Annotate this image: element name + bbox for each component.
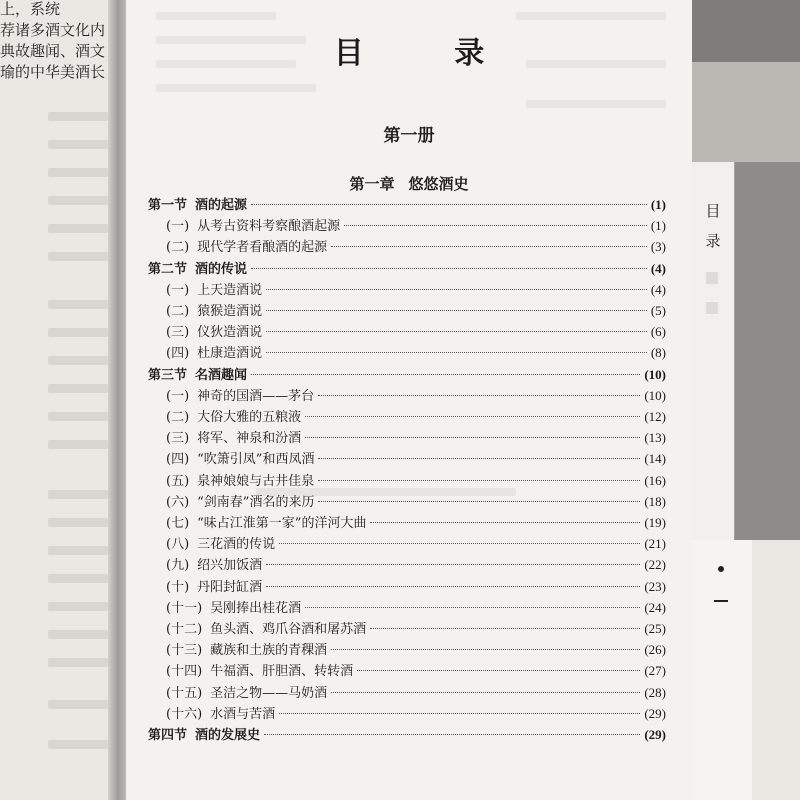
dot-leader <box>370 522 640 523</box>
bleed-through-text <box>706 302 718 314</box>
toc-number: (十五) <box>166 686 203 701</box>
dot-leader <box>266 586 640 587</box>
chapter-number: 第一章 <box>349 175 395 193</box>
toc-entry-row <box>166 323 666 341</box>
bleed-through-text <box>48 412 108 421</box>
toc-number: 第一节 <box>148 198 188 213</box>
toc-number: (三) <box>166 431 190 446</box>
toc-number: (十四) <box>166 664 203 679</box>
dot-leader <box>266 289 647 290</box>
toc-title: “味占江淮第一家”的洋河大曲 <box>197 516 367 531</box>
toc-number: (一) <box>166 283 190 298</box>
bleed-through-text <box>156 84 316 92</box>
dot-leader <box>370 628 640 629</box>
next-page-edge <box>692 540 800 800</box>
toc-title: 从考古资料考察酿酒起源 <box>197 219 341 234</box>
toc-page-number: (4) <box>650 261 666 276</box>
toc-title: 上天造酒说 <box>197 283 263 298</box>
toc-entry-row <box>166 238 666 256</box>
toc-section-row <box>148 260 666 278</box>
toc-page-number: (23) <box>644 579 666 594</box>
toc-number: 第三节 <box>148 368 188 383</box>
toc-entry-row <box>166 578 666 596</box>
bleed-through-text <box>48 440 108 449</box>
toc-title: 丹阳封缸酒 <box>197 580 263 595</box>
toc-title: 吴刚捧出桂花酒 <box>210 601 302 616</box>
toc-entry-row <box>166 514 666 532</box>
bleed-through-text <box>48 300 108 309</box>
bleed-through-text <box>526 100 666 108</box>
left-facing-page <box>0 0 112 800</box>
toc-entry-row <box>166 535 666 553</box>
toc-entry-row <box>166 217 666 235</box>
toc-number: (二) <box>166 410 190 425</box>
bleed-through-text <box>48 658 108 667</box>
toc-entry-row <box>166 599 666 617</box>
bleed-through-text <box>48 224 108 233</box>
left-page-line: 上，系统 <box>0 0 61 18</box>
chapter-heading <box>126 173 692 194</box>
dot-leader <box>251 374 640 375</box>
toc-page-number: (14) <box>644 451 666 466</box>
dot-leader <box>251 204 647 205</box>
toc-page-number: (10) <box>644 367 666 382</box>
toc-page-number: (10) <box>644 388 666 403</box>
toc-page-number: (21) <box>644 536 666 551</box>
toc-number: (十六) <box>166 707 203 722</box>
bleed-through-text <box>48 574 108 583</box>
toc-number: (十一) <box>166 601 203 616</box>
toc-page-number: (1) <box>650 197 666 212</box>
bleed-through-text <box>48 490 108 499</box>
toc-entry-row <box>166 684 666 702</box>
toc-title: “剑南春”酒名的来历 <box>197 495 315 510</box>
toc-number: (四) <box>166 346 190 361</box>
bleed-through-text <box>48 384 108 393</box>
toc-page-number: (29) <box>644 727 666 742</box>
toc-page-number: (26) <box>644 642 666 657</box>
dot-leader <box>331 246 647 247</box>
bleed-through-text <box>48 328 108 337</box>
toc-title: 杜康造酒说 <box>197 346 263 361</box>
bleed-through-text <box>706 272 718 284</box>
bleed-through-text <box>156 12 276 20</box>
dot-leader <box>251 268 647 269</box>
dot-leader <box>318 480 640 481</box>
left-page-line: 瑜的中华美酒长 <box>0 63 106 81</box>
toc-section-row <box>148 366 666 384</box>
thumb-tab-char: 目 <box>705 202 721 220</box>
bleed-through-text <box>48 196 108 205</box>
dot-leader <box>279 543 640 544</box>
toc-page-number: (8) <box>650 345 666 360</box>
dot-leader <box>331 692 640 693</box>
bleed-through-text <box>48 630 108 639</box>
toc-page-number: (19) <box>644 515 666 530</box>
toc-entry-row <box>166 408 666 426</box>
bleed-through-text <box>48 168 108 177</box>
toc-title: 神奇的国酒——茅台 <box>197 389 315 404</box>
dot-leader <box>279 713 640 714</box>
page-edge-grey <box>692 62 800 162</box>
toc-number: (一) <box>166 389 190 404</box>
dot-leader <box>357 670 640 671</box>
toc-entry-row <box>166 641 666 659</box>
toc-section-row <box>148 196 666 214</box>
toc-title: 绍兴加饭酒 <box>197 558 263 573</box>
toc-number: (八) <box>166 537 190 552</box>
toc-title: 牛福酒、肝胆酒、转转酒 <box>210 664 354 679</box>
toc-entry-row <box>166 344 666 362</box>
toc-entry-row <box>166 281 666 299</box>
toc-page-number: (1) <box>650 218 666 233</box>
toc-page-number: (4) <box>650 282 666 297</box>
toc-title: 三花酒的传说 <box>197 537 276 552</box>
bleed-through-text <box>516 12 666 20</box>
toc-title: 圣洁之物——马奶酒 <box>210 686 328 701</box>
toc-title: 水酒与苦酒 <box>210 707 276 722</box>
toc-entry-row <box>166 429 666 447</box>
bleed-through-text <box>48 602 108 611</box>
toc-title: 名酒趣闻 <box>195 368 248 383</box>
toc-page-number: (24) <box>644 600 666 615</box>
toc-number: (四) <box>166 452 190 467</box>
toc-page-number: (13) <box>644 430 666 445</box>
toc-entry-row <box>166 556 666 574</box>
toc-entry-row <box>166 705 666 723</box>
toc-page-number: (16) <box>644 473 666 488</box>
toc-entry-row <box>166 662 666 680</box>
toc-title: 酒的起源 <box>195 198 248 213</box>
toc-page <box>126 0 692 800</box>
toc-number: (一) <box>166 219 190 234</box>
dot-leader <box>305 607 640 608</box>
toc-page-number: (6) <box>650 324 666 339</box>
volume-heading: 第一册 <box>383 126 435 146</box>
toc-entry-row <box>166 450 666 468</box>
toc-title: “吹箫引凤”和西凤酒 <box>197 452 315 467</box>
toc-page-number: (22) <box>644 557 666 572</box>
bleed-through-text <box>48 252 108 261</box>
toc-number: (十二) <box>166 622 203 637</box>
page-stack-edge <box>752 540 800 800</box>
chapter-name: 悠悠酒史 <box>408 175 469 193</box>
toc-page-number: (5) <box>650 303 666 318</box>
toc-number: (十) <box>166 580 190 595</box>
bullet-mark <box>718 566 724 572</box>
toc-title: 酒的发展史 <box>195 728 261 743</box>
toc-number: (五) <box>166 474 190 489</box>
bleed-through-text <box>48 546 108 555</box>
thumb-tab-label <box>702 196 724 256</box>
bleed-through-text <box>48 112 108 121</box>
toc-page-number: (3) <box>650 239 666 254</box>
toc-page-number: (29) <box>644 706 666 721</box>
toc-number: 第二节 <box>148 262 188 277</box>
dot-leader <box>266 352 647 353</box>
toc-number: (二) <box>166 304 190 319</box>
dash-mark <box>714 600 728 602</box>
toc-number: (六) <box>166 495 190 510</box>
toc-entry-row <box>166 387 666 405</box>
toc-number: (十三) <box>166 643 203 658</box>
dot-leader <box>305 437 640 438</box>
bleed-through-text <box>48 700 108 709</box>
toc-entry-row <box>166 493 666 511</box>
toc-page-number: (28) <box>644 685 666 700</box>
dot-leader <box>318 458 640 459</box>
toc-entry-row <box>166 472 666 490</box>
toc-title: 藏族和土族的青稞酒 <box>210 643 328 658</box>
left-page-line: 荐诸多酒文化内 <box>0 21 106 39</box>
toc-number: 第四节 <box>148 728 188 743</box>
toc-entry-row <box>166 620 666 638</box>
bleed-through-text <box>48 356 108 365</box>
toc-page-number: (25) <box>644 621 666 636</box>
toc-entry-row <box>166 302 666 320</box>
toc-page-number: (12) <box>644 409 666 424</box>
toc-title: 现代学者看酿酒的起源 <box>197 240 328 255</box>
dot-leader <box>305 416 640 417</box>
toc-number: (三) <box>166 325 190 340</box>
right-page-edge <box>692 0 800 800</box>
bleed-through-text <box>48 140 108 149</box>
dot-leader <box>266 564 640 565</box>
dot-leader <box>318 501 640 502</box>
toc-title: 将军、神泉和汾酒 <box>197 431 302 446</box>
toc-number: (二) <box>166 240 190 255</box>
toc-title: 大俗大雅的五粮液 <box>197 410 302 425</box>
toc-page-number: (18) <box>644 494 666 509</box>
thumb-tab <box>692 162 735 540</box>
bleed-through-text <box>48 740 108 749</box>
page-edge-dark <box>692 0 800 62</box>
bleed-through-text <box>48 518 108 527</box>
dot-leader <box>266 310 647 311</box>
toc-title: 仪狄造酒说 <box>197 325 263 340</box>
left-page-line: 典故趣闻、酒文 <box>0 42 106 60</box>
toc-title: 猿猴造酒说 <box>197 304 263 319</box>
toc-page-number: (27) <box>644 663 666 678</box>
toc-title: 鱼头酒、鸡爪谷酒和屠苏酒 <box>210 622 367 637</box>
dot-leader <box>318 395 640 396</box>
dot-leader <box>344 225 647 226</box>
thumb-tab-char: 录 <box>705 232 721 250</box>
toc-number: (九) <box>166 558 190 573</box>
dot-leader <box>266 331 647 332</box>
toc-section-row <box>148 726 666 744</box>
dot-leader <box>264 734 640 735</box>
toc-number: (七) <box>166 516 190 531</box>
page-title: 目 录 <box>333 36 525 71</box>
toc-title: 酒的传说 <box>195 262 248 277</box>
dot-leader <box>331 649 640 650</box>
toc-title: 泉神娘娘与古井佳泉 <box>197 474 315 489</box>
